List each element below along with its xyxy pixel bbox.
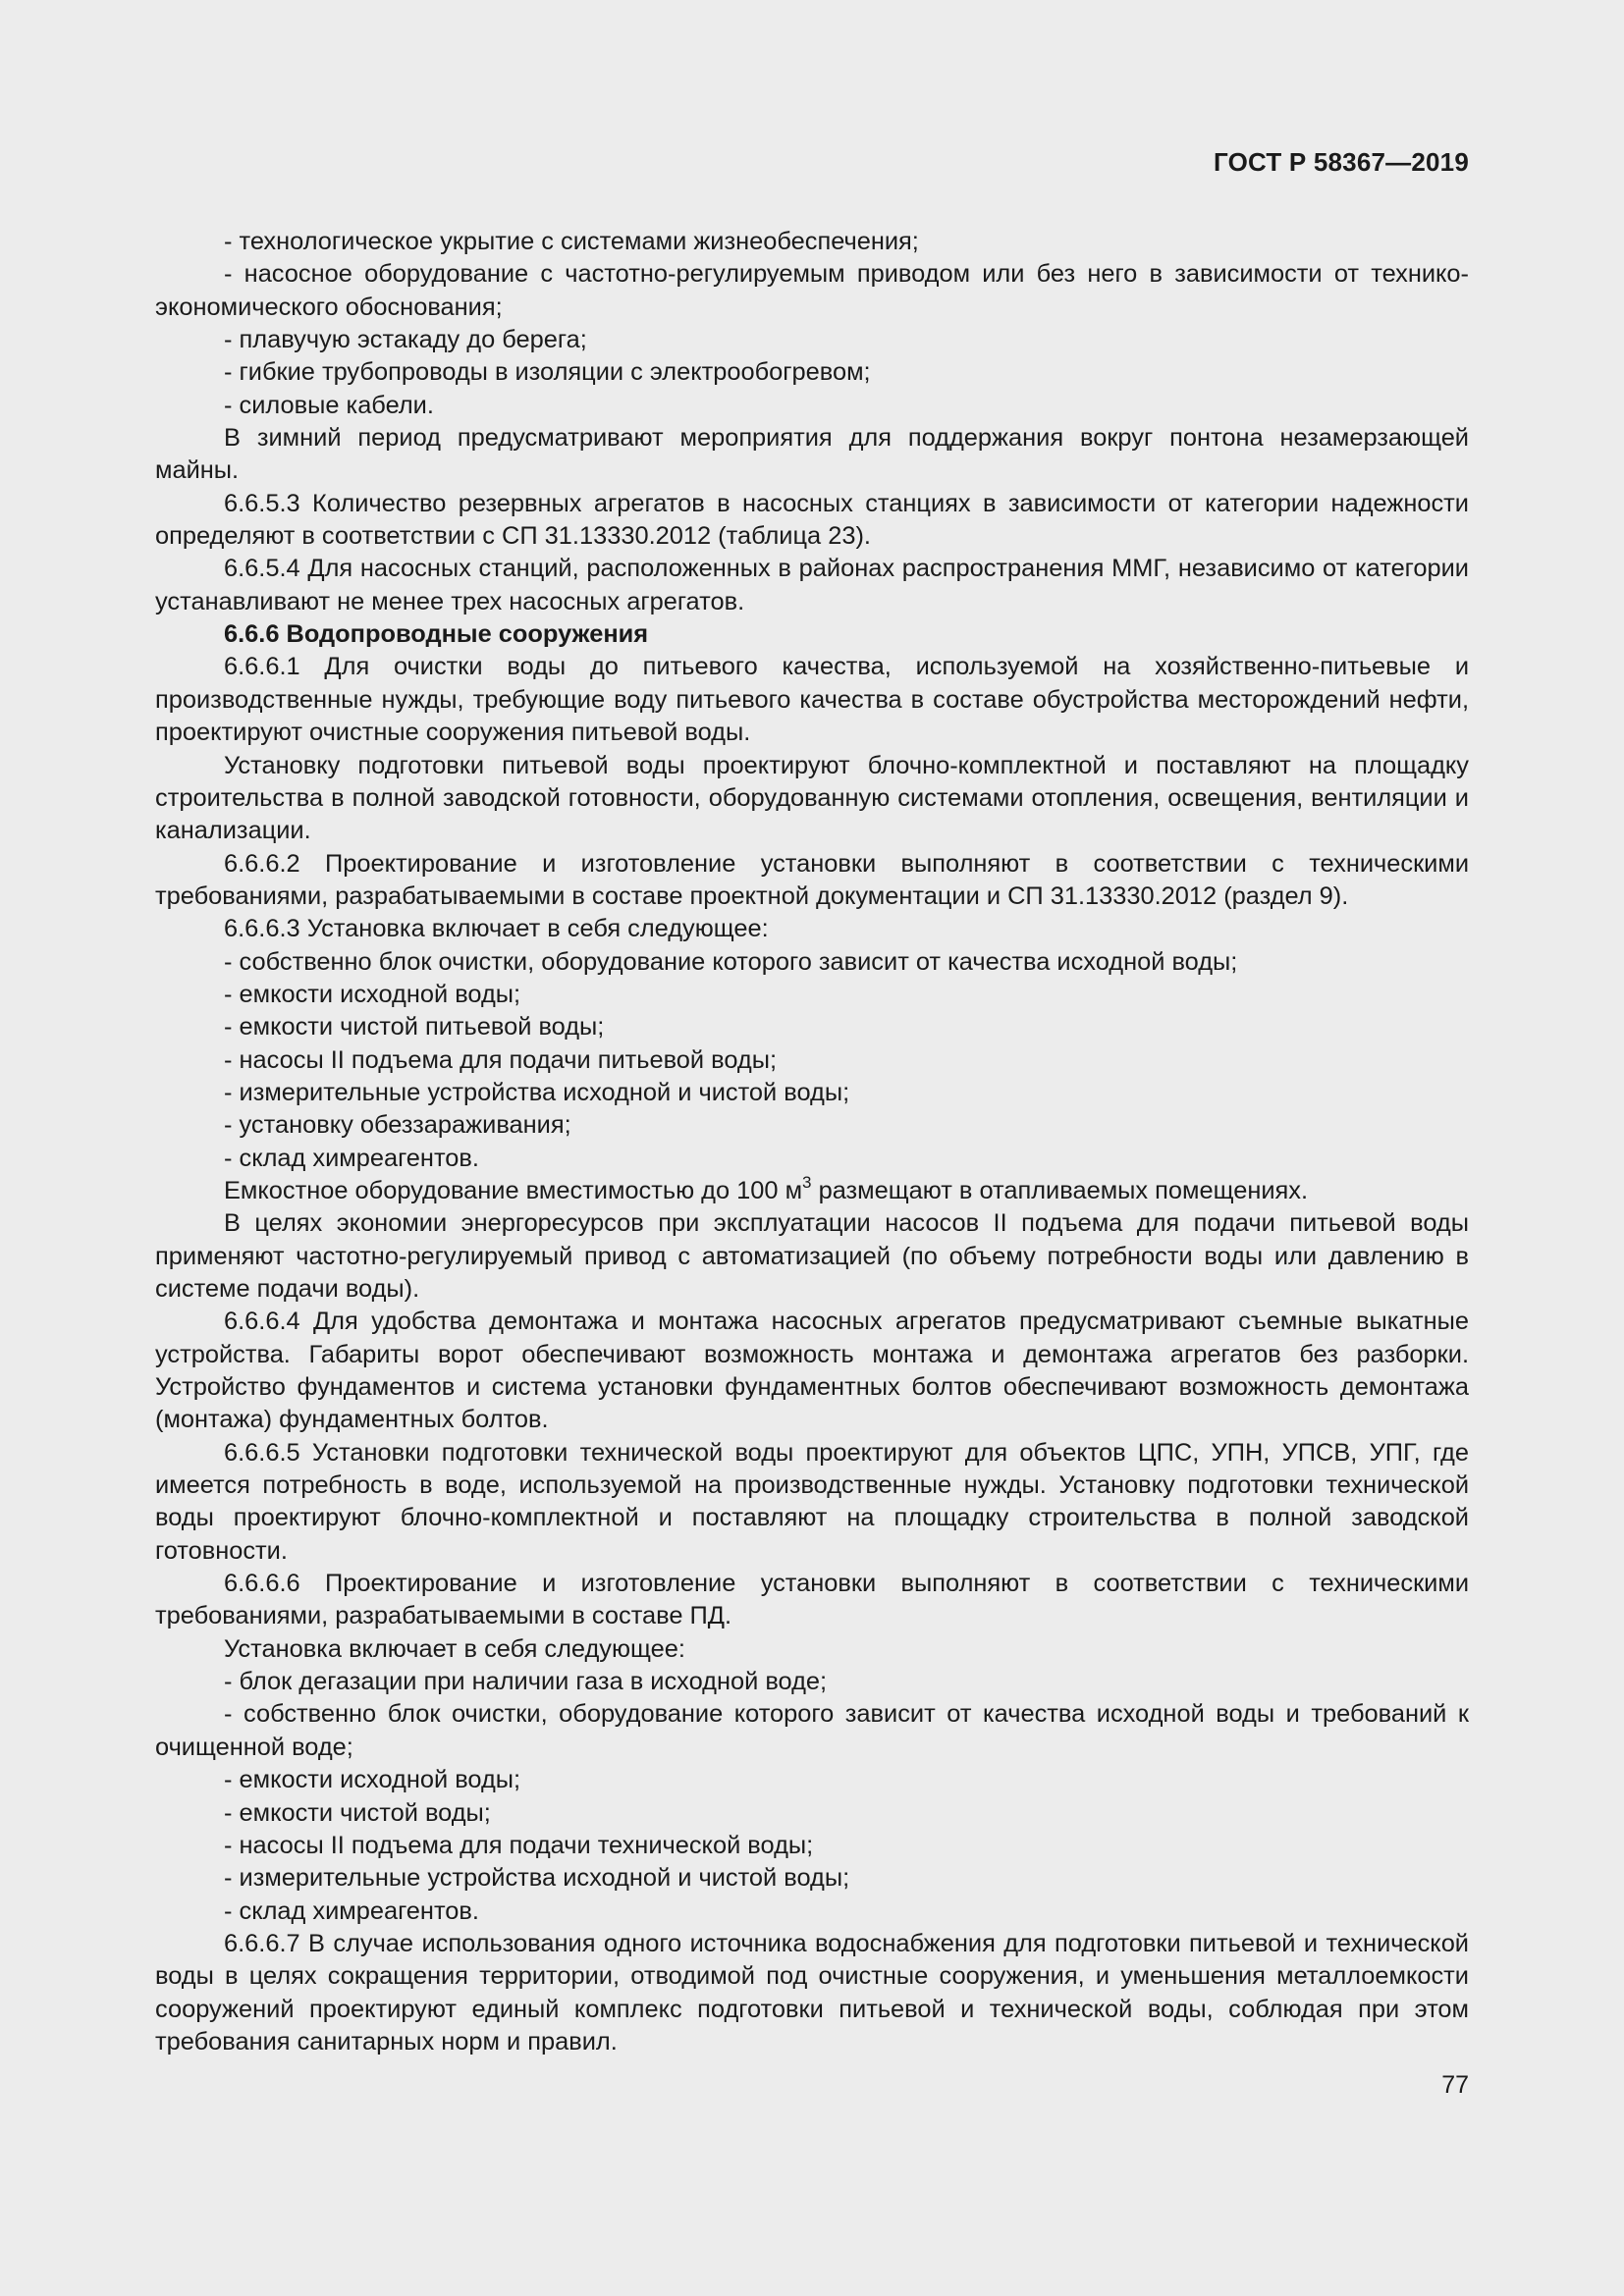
paragraph: 6.6.5.4 Для насосных станций, расположенных в районах распространения ММГ, независимо от категории устанавливают не менее трех насосных агрегатов. [155,555,1469,615]
paragraph: Установка включает в себя следующее: [224,1634,685,1663]
list-item: - измерительные устройства исходной и чистой воды; [224,1078,850,1106]
list-item: - собственно блок очистки, оборудование которого зависит от качества исходной воды и требований к очищенной воде; [155,1700,1469,1761]
document-body [155,226,1469,2058]
superscript: 3 [802,1172,812,1192]
paragraph-capacity [155,1172,1469,1207]
paragraph: В зимний период предусматривают мероприятия для поддержания вокруг понтона незамерзающей майны. [155,424,1469,485]
capacity-text: Емкостное оборудование вместимостью до 100 м [224,1176,803,1204]
list-item: - насосы II подъема для подачи технической воды; [224,1831,814,1859]
paragraph: 6.6.6.4 Для удобства демонтажа и монтажа насосных агрегатов предусматривают съемные выкатные устройства. Габариты ворот обеспечивают возможность монтажа и демонтажа агрегатов без разборки. Устройство фундаментов и система установки фундаментных болтов обеспечивают возможность демонтажа (монтажа) фундаментных болтов. [155,1308,1469,1434]
list-item: - технологическое укрытие с системами жизнеобеспечения; [224,228,919,255]
paragraph: В целях экономии энергоресурсов при эксплуатации насосов II подъема для подачи питьевой воды применяют частотно-регулируемый привод с автоматизацией (по объему потребности воды или давлению в системе подачи воды). [155,1209,1469,1303]
page-number: 77 [1441,2071,1469,2099]
list-item: - емкости исходной воды; [224,1766,521,1794]
document-header: ГОСТ Р 58367—2019 [1214,147,1469,177]
paragraph: 6.6.6.2 Проектирование и изготовление установки выполняют в соответствии с техническими требованиями, разрабатываемыми в составе проектной документации и СП 31.13330.2012 (раздел 9). [155,849,1469,910]
paragraph: 6.6.6.7 В случае использования одного источника водоснабжения для подготовки питьевой и технической воды в целях сокращения территории, отводимой под очистные сооружения, и уменьшения металлоемкости сооружений проектируют единый комплекс подготовки питьевой и технической воды, соблюдая при этом требования санитарных норм и правил. [155,1929,1469,2056]
list-item: - склад химреагентов. [224,1144,479,1172]
paragraph: 6.6.5.3 Количество резервных агрегатов в насосных станциях в зависимости от категории надежности определяют в соответствии с СП 31.13330.2012 (таблица 23). [155,489,1469,551]
paragraph: 6.6.6.1 Для очистки воды до питьевого качества, используемой на хозяйственно-питьевые и производственные нужды, требующие воду питьевого качества в составе обустройства месторождений нефти, проектируют очистные сооружения питьевой воды. [155,653,1469,747]
paragraph: 6.6.6.6 Проектирование и изготовление установки выполняют в соответствии с техническими требованиями, разрабатываемыми в составе ПД. [155,1570,1469,1630]
list-item: - установку обеззараживания; [224,1111,571,1140]
capacity-text-end: размещают в отапливаемых помещениях. [811,1176,1309,1204]
list-item: - гибкие трубопроводы в изоляции с электрообогревом; [224,358,871,387]
list-item: - собственно блок очистки, оборудование которого зависит от качества исходной воды; [224,947,1238,976]
list-item: - насосное оборудование с частотно-регулируемым приводом или без него в зависимости от технико-экономического обоснования; [155,260,1469,321]
section-heading: 6.6.6 Водопроводные сооружения [224,620,649,649]
list-item: - измерительные устройства исходной и чистой воды; [224,1864,850,1893]
list-item: - блок дегазации при наличии газа в исходной воде; [224,1668,828,1696]
list-item: - емкости исходной воды; [224,980,521,1008]
list-item: - емкости чистой воды; [224,1798,491,1827]
list-item: - плавучую эстакаду до берега; [224,326,587,354]
list-item: - склад химреагентов. [224,1896,479,1925]
paragraph: 6.6.6.3 Установка включает в себя следующее: [224,915,769,943]
list-item: - насосы II подъема для подачи питьевой воды; [224,1045,778,1074]
paragraph: 6.6.6.5 Установки подготовки технической воды проектируют для объектов ЦПС, УПН, УПСВ, УПГ, где имеется потребность в воде, используемой на производственные нужды. Установку подготовки технической воды проектируют блочно-комплектной и поставляют на площадку строительства в полной заводской готовности. [155,1438,1469,1565]
list-item: - емкости чистой питьевой воды; [224,1013,605,1041]
paragraph: Установку подготовки питьевой воды проектируют блочно-комплектной и поставляют на площадку строительства в полной заводской готовности, оборудованную системами отопления, освещения, вентиляции и канализации. [155,751,1469,845]
list-item: - силовые кабели. [224,391,434,419]
